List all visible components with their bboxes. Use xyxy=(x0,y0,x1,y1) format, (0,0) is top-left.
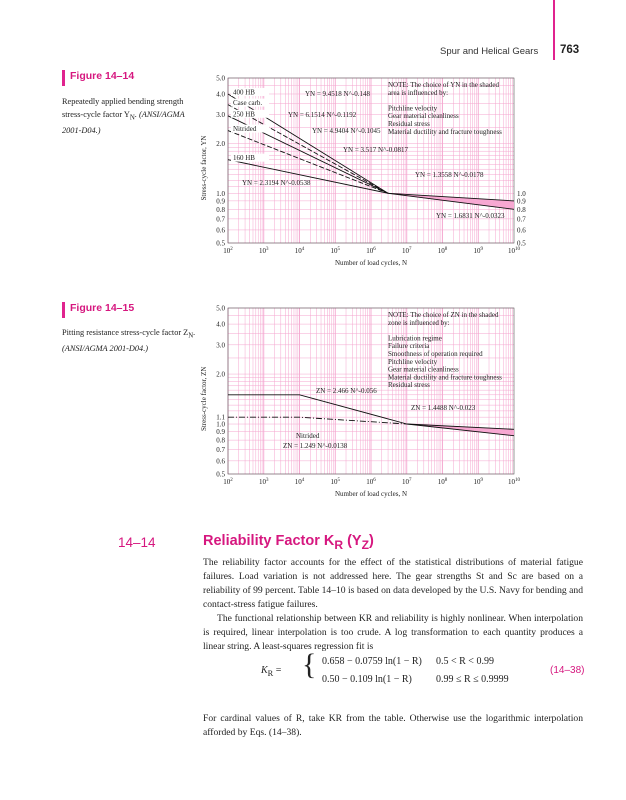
zn-note-line: Failure criteria xyxy=(388,342,430,351)
yn-x-tick-label: $10^{10}$ xyxy=(508,247,520,255)
yn-series-label: Case carb. xyxy=(233,99,263,108)
page-number: 763 xyxy=(560,44,580,56)
zn-x-tick-label: $10^3$ xyxy=(259,478,269,486)
yn-y-tick-label-right: 1.0 xyxy=(517,189,526,198)
yn-x-tick-label: $10^4$ xyxy=(294,247,305,255)
zn-note-line: Material ductility and fracture toughness xyxy=(388,373,502,382)
zn-y-tick-label: 3.0 xyxy=(216,341,225,350)
yn-x-tick-exponent: 7 xyxy=(409,247,412,252)
paragraph-1: The reliability factor accounts for the effect of the statistical distributions of material fatigue failures. Load variation is not addressed here. The gear strengths St and Sc are based on a reliability of 99 percent. Table 14–10 is based on data developed by the U.S. Navy for bending and contact-stress fatigue failures. xyxy=(203,557,583,610)
yn-x-tick-exponent: 6 xyxy=(373,247,376,252)
yn-y-tick-label: 3.0 xyxy=(216,111,225,120)
zn-x-axis-label: Number of load cycles, N xyxy=(334,490,408,498)
zn-x-tick-exponent: 7 xyxy=(409,478,412,483)
yn-x-tick-label: $10^7$ xyxy=(402,247,412,255)
yn-y-tick-label-right: 0.7 xyxy=(517,215,526,224)
equation-lhs-symbol: K xyxy=(261,665,268,676)
yn-y-tick-label: 0.5 xyxy=(216,239,225,248)
zn-x-tick-exponent: 5 xyxy=(337,478,340,483)
figure-14-15-caption-text: Pitting resistance stress-cycle factor Z xyxy=(62,328,189,337)
yn-x-tick-label: $10^5$ xyxy=(330,247,340,255)
figure-14-14-caption-source: . (ANSI/AGMA 2001-D04.) xyxy=(62,109,185,135)
zn-series-line xyxy=(228,395,407,424)
zn-x-tick-exponent: 10 xyxy=(515,478,520,483)
yn-series-equation: YN = 3.517 N^-0.0817 xyxy=(343,146,408,154)
yn-y-tick-label-right: 0.9 xyxy=(517,197,526,206)
yn-series-equation: YN = 2.3194 N^-0.0538 xyxy=(242,179,311,187)
yn-series-label: Nitrided xyxy=(233,125,257,134)
equation-brace: { xyxy=(302,648,317,681)
section-title-close: ) xyxy=(369,533,374,549)
paragraph-2: The functional relationship between KR and reliability is highly nonlinear. When interpolation is required, linear interpolation is too crude. A log transformation to each quantity produces a linear string. A least-squares regression fit is xyxy=(203,613,583,652)
yn-y-tick-label: 0.7 xyxy=(216,215,225,224)
running-title: Spur and Helical Gears xyxy=(440,46,539,57)
zn-y-tick-label: 5.0 xyxy=(216,304,225,313)
figure-14-14-caption-text: Repeatedly applied bending strength stress-cycle factor Y xyxy=(62,97,184,119)
zn-x-tick-label: $10^4$ xyxy=(294,478,305,486)
zn-y-tick-label: 2.0 xyxy=(216,370,225,379)
zn-note-line: Lubrication regime xyxy=(388,334,442,343)
zn-y-tick-label: 0.7 xyxy=(216,446,225,455)
yn-x-tick-exponent: 9 xyxy=(480,247,483,252)
zn-y-tick-label: 4.0 xyxy=(216,320,225,329)
zn-y-tick-label: 0.9 xyxy=(216,428,225,437)
zn-note-line: Smoothness of operation required xyxy=(388,350,483,358)
yn-x-tick-label: $10^2$ xyxy=(223,247,233,255)
yn-x-tick-exponent: 10 xyxy=(515,247,520,252)
zn-y-tick-label: 1.0 xyxy=(216,420,225,429)
yn-x-tick-label: $10^8$ xyxy=(437,247,448,255)
yn-y-tick-label: 2.0 xyxy=(216,140,225,149)
zn-x-tick-label: $10^9$ xyxy=(473,478,483,486)
yn-series-equation: YN = 6.1514 N^-0.1192 xyxy=(288,111,357,119)
zn-note-line: zone is influenced by: xyxy=(388,318,450,327)
zn-x-tick-label: $10^5$ xyxy=(330,478,340,486)
zn-x-tick-exponent: 2 xyxy=(230,478,233,483)
yn-series-equation: YN = 1.6831 N^-0.0323 xyxy=(436,212,505,220)
section-title-sub: R xyxy=(334,537,344,552)
yn-x-tick-label: $10^6$ xyxy=(366,247,376,255)
figure-14-15-caption-sub: N xyxy=(188,332,194,340)
zn-series-label: Nitrided xyxy=(296,432,320,440)
zn-series-equation: ZN = 2.466 N^-0.056 xyxy=(316,387,377,395)
zn-note-line: Residual stress xyxy=(388,381,430,390)
yn-y-tick-label: 0.8 xyxy=(216,205,225,214)
equation-condition-2: 0.99 ≤ R ≤ 0.9999 xyxy=(436,674,509,685)
zn-note-line: Gear material cleanliness xyxy=(388,365,459,374)
section-number: 14–14 xyxy=(118,535,156,550)
figure-14-14-caption-sub: N xyxy=(129,114,135,122)
zn-series-equation: ZN = 1.249 N^-0.0138 xyxy=(283,442,348,450)
section-title-paren-sub: Z xyxy=(361,537,369,552)
zn-x-tick-exponent: 9 xyxy=(480,478,483,483)
zn-y-tick-label: 0.6 xyxy=(216,457,225,466)
figure-14-15-caption-source: . (ANSI/AGMA 2001-D04.) xyxy=(62,328,196,354)
zn-y-tick-label: 0.8 xyxy=(216,436,225,445)
paragraph-3: For cardinal values of R, take KR from the table. Otherwise use the logarithmic interpolation afforded by Eqs. (14–38). xyxy=(203,713,583,738)
yn-note-line: area is influenced by: xyxy=(388,88,449,97)
equation-lhs: $K_R$ = xyxy=(261,665,282,678)
yn-series-equation: YN = 1.3558 N^-0.0178 xyxy=(415,171,484,179)
zn-y-tick-label: 1.1 xyxy=(216,413,225,422)
yn-x-tick-exponent: 2 xyxy=(230,247,233,252)
figure-14-15-label: Figure 14–15 xyxy=(70,302,135,314)
zn-x-tick-exponent: 4 xyxy=(301,478,305,483)
yn-x-tick-exponent: 5 xyxy=(337,247,340,252)
zn-y-tick-label: 0.5 xyxy=(216,470,225,479)
equation-row-2: 0.50 − 0.109 ln(1 − R) xyxy=(322,674,412,685)
yn-y-tick-label: 5.0 xyxy=(216,74,225,83)
zn-x-tick-label: $10^2$ xyxy=(223,478,233,486)
yn-series-equation: YN = 4.9404 N^-0.1045 xyxy=(312,127,381,135)
zn-x-tick-exponent: 3 xyxy=(266,478,269,483)
equation-row-1: 0.658 − 0.0759 ln(1 − R) xyxy=(322,656,422,667)
yn-x-tick-label: $10^9$ xyxy=(473,247,483,255)
zn-note-line: Pitchline velocity xyxy=(388,357,438,366)
yn-note-line: Gear material cleanliness xyxy=(388,112,459,121)
yn-x-tick-exponent: 3 xyxy=(266,247,269,252)
section-title-text: Reliability Factor K xyxy=(203,533,335,549)
yn-note-line: Pitchline velocity xyxy=(388,104,438,113)
yn-y-tick-label: 4.0 xyxy=(216,90,225,99)
yn-note-line: Material ductility and fracture toughness xyxy=(388,127,502,136)
yn-x-tick-exponent: 4 xyxy=(301,247,305,252)
equation-lhs-sub: R xyxy=(267,669,274,678)
zn-x-tick-label: $10^{10}$ xyxy=(508,478,520,486)
yn-note-line: Residual stress xyxy=(388,120,430,128)
yn-y-axis-label: Stress-cycle factor, YN xyxy=(200,135,208,201)
equation-number: (14–38) xyxy=(550,665,585,676)
yn-series-label: 400 HB xyxy=(233,88,255,97)
zn-series-line xyxy=(228,417,407,424)
yn-y-tick-label-right: 0.8 xyxy=(517,205,526,214)
yn-note-line: NOTE: The choice of YN in the shaded xyxy=(388,81,499,89)
yn-series-line xyxy=(228,160,388,194)
yn-series-equation: YN = 9.4518 N^-0.148 xyxy=(305,90,370,98)
zn-x-tick-label: $10^8$ xyxy=(437,478,448,486)
section-title xyxy=(203,533,374,552)
equation-condition-1: 0.5 < R < 0.99 xyxy=(436,656,494,667)
zn-series-equation: ZN = 1.4488 N^-0.023 xyxy=(411,404,476,412)
zn-note-line: NOTE: The choice of ZN in the shaded xyxy=(388,311,499,319)
yn-x-tick-label: $10^3$ xyxy=(259,247,269,255)
yn-y-tick-label: 0.6 xyxy=(216,226,225,235)
yn-x-tick-exponent: 8 xyxy=(444,247,448,252)
zn-x-tick-label: $10^7$ xyxy=(402,478,412,486)
yn-x-axis-label: Number of load cycles, N xyxy=(334,259,408,267)
yn-y-tick-label-right: 0.5 xyxy=(517,239,526,248)
yn-y-tick-label: 0.9 xyxy=(216,197,225,206)
yn-y-tick-label-right: 0.6 xyxy=(517,226,526,235)
yn-series-label: 250 HB xyxy=(233,110,255,119)
zn-x-tick-label: $10^6$ xyxy=(366,478,376,486)
zn-x-tick-exponent: 8 xyxy=(444,478,448,483)
yn-y-tick-label: 1.0 xyxy=(216,189,225,198)
zn-x-tick-exponent: 6 xyxy=(373,478,376,483)
zn-y-axis-label: Stress-cycle factor, ZN xyxy=(200,366,208,431)
section-title-paren: (Y xyxy=(343,533,362,549)
figure-14-14-label: Figure 14–14 xyxy=(70,70,135,82)
yn-series-label: 160 HB xyxy=(233,154,255,163)
